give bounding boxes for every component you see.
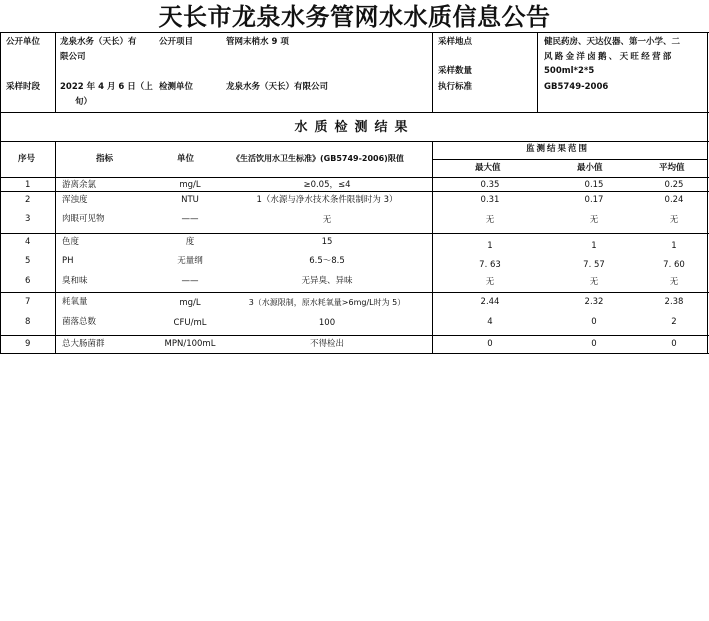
- header-bottom-border: [0, 112, 709, 113]
- table-row-8-unit: CFU/mL: [173, 318, 207, 328]
- table-group-line-2: [0, 233, 709, 234]
- table-row-2-indicator: 浑浊度: [62, 195, 88, 205]
- table-col-divider-values: [432, 141, 433, 353]
- publisher-label: 公开单位: [6, 37, 41, 47]
- sampling-time-value-line2: 旬）: [75, 97, 93, 107]
- publisher-value-line1: 龙泉水务（天长）有: [60, 37, 137, 47]
- table-row-3-max: 无: [485, 215, 495, 225]
- header-divider-b: [432, 32, 433, 112]
- table-row-6-unit: ——: [181, 276, 199, 286]
- table-row-9-max: 0: [487, 339, 493, 349]
- table-row-1-avg: 0.25: [664, 180, 684, 190]
- table-row-3-limit: 无: [322, 215, 332, 225]
- sampling-time-value-line1: 2022 年 4 月 6 日（上: [60, 82, 153, 92]
- header-divider-c: [537, 32, 538, 112]
- table-row-4-avg: 1: [671, 241, 677, 251]
- table-row-6-max: 无: [485, 277, 495, 287]
- page-title: 天长市龙泉水务管网水水质信息公告: [158, 2, 551, 31]
- col-header-limit: 《生活饮用水卫生标准》(GB5749-2006)限值: [232, 154, 404, 163]
- table-row-4-unit: 度: [185, 237, 195, 247]
- table-row-3-min: 无: [589, 215, 599, 225]
- col-header-unit: 单位: [177, 154, 195, 164]
- table-row-3-indicator: 肉眼可见物: [62, 214, 105, 224]
- table-group-line-4: [0, 335, 709, 336]
- table-row-8-avg: 2: [671, 317, 677, 327]
- sample-qty-value: 500ml*2*5: [544, 66, 595, 76]
- table-row-1-limit: ≥0.05，≤4: [303, 180, 351, 190]
- sample-qty-label: 采样数量: [438, 66, 473, 76]
- table-row-5-max: 7. 63: [479, 260, 501, 270]
- table-row-6-limit: 无异臭、异味: [301, 276, 353, 286]
- header-top-border: [0, 32, 709, 33]
- table-row-2-unit: NTU: [181, 195, 199, 205]
- table-row-5-limit: 6.5～8.5: [309, 256, 345, 266]
- table-row-1-max: 0.35: [480, 180, 500, 190]
- table-row-8-max: 4: [487, 317, 493, 327]
- table-row-5-avg: 7. 60: [663, 260, 685, 270]
- table-row-2-seq: 2: [25, 195, 31, 205]
- table-row-9-limit: 不得检出: [309, 339, 344, 349]
- table-row-7-avg: 2.38: [664, 297, 684, 307]
- table-group-line-3: [0, 292, 709, 293]
- project-label: 公开项目: [159, 37, 194, 47]
- sampling-site-value-line2: 风路金洋卤鹅、天旺经营部: [544, 52, 674, 62]
- table-row-3-unit: ——: [181, 214, 199, 224]
- table-row-5-min: 7. 57: [583, 260, 605, 270]
- standard-value: GB5749-2006: [544, 82, 609, 92]
- project-value: 管网末梢水 9 项: [226, 37, 289, 47]
- col-header-avg: 平均值: [659, 163, 685, 173]
- table-row-4-indicator: 色度: [62, 237, 80, 247]
- table-row-8-seq: 8: [25, 317, 31, 327]
- table-bottom-border: [0, 353, 709, 354]
- table-row-5-unit: 无量纲: [177, 256, 203, 266]
- col-header-max: 最大值: [475, 163, 501, 173]
- table-row-6-min: 无: [589, 277, 599, 287]
- table-row-1-min: 0.15: [584, 180, 604, 190]
- standard-label: 执行标准: [438, 82, 473, 92]
- table-row-9-unit: MPN/100mL: [164, 339, 216, 349]
- table-row-8-limit: 100: [318, 318, 336, 328]
- table-row-2-max: 0.31: [480, 195, 500, 205]
- col-header-min: 最小值: [577, 163, 603, 173]
- table-row-9-avg: 0: [671, 339, 677, 349]
- table-col-divider-seq: [55, 141, 56, 353]
- table-row-7-indicator: 耗氧量: [62, 297, 88, 307]
- publisher-value-line2: 限公司: [60, 52, 86, 62]
- table-row-7-max: 2.44: [480, 297, 500, 307]
- table-row-4-limit: 15: [321, 237, 333, 247]
- table-row-2-avg: 0.24: [664, 195, 684, 205]
- table-row-8-indicator: 菌落总数: [62, 317, 97, 327]
- table-row-5-indicator: PH: [62, 256, 74, 266]
- table-row-7-seq: 7: [25, 297, 31, 307]
- table-row-6-seq: 6: [25, 276, 31, 286]
- col-header-seq: 序号: [18, 154, 36, 164]
- table-row-9-indicator: 总大肠菌群: [62, 339, 105, 349]
- header-divider-a: [55, 32, 56, 112]
- test-unit-label: 检测单位: [159, 82, 194, 92]
- table-row-9-seq: 9: [25, 339, 31, 349]
- sampling-site-value-line1: 健民药房、天达仪器、第一小学、二: [544, 37, 681, 47]
- table-row-4-max: 1: [487, 241, 493, 251]
- table-row-1-unit: mg/L: [179, 180, 201, 190]
- table-row-3-seq: 3: [25, 214, 31, 224]
- table-row-3-avg: 无: [669, 215, 679, 225]
- header-left-border: [0, 32, 1, 353]
- table-row-4-seq: 4: [25, 237, 31, 247]
- table-row-7-min: 2.32: [584, 297, 604, 307]
- table-top-border: [0, 141, 709, 142]
- table-row-2-min: 0.17: [584, 195, 604, 205]
- table-row-7-limit: 3（水源限制，原水耗氧量>6mg/L时为 5）: [248, 298, 406, 307]
- table-row-8-min: 0: [591, 317, 597, 327]
- table-row-5-seq: 5: [25, 256, 31, 266]
- col-header-range-group: 监测结果范围: [526, 144, 590, 154]
- table-row-6-avg: 无: [669, 277, 679, 287]
- table-row-1-indicator: 游离余氯: [62, 180, 97, 190]
- table-row-4-min: 1: [591, 241, 597, 251]
- test-unit-value: 龙泉水务（天长）有限公司: [226, 82, 329, 92]
- table-row-1-seq: 1: [25, 180, 31, 190]
- table-row-6-indicator: 臭和味: [62, 276, 88, 286]
- sampling-site-label: 采样地点: [438, 37, 473, 47]
- col-header-indicator: 指标: [96, 154, 114, 164]
- sampling-time-label: 采样时段: [6, 82, 41, 92]
- table-row-7-unit: mg/L: [179, 298, 201, 308]
- table-row-2-limit: 1（水源与净水技术条件限制时为 3）: [256, 195, 398, 205]
- section-title: 水质检测结果: [294, 120, 415, 135]
- table-row-9-min: 0: [591, 339, 597, 349]
- table-range-subline: [432, 159, 708, 160]
